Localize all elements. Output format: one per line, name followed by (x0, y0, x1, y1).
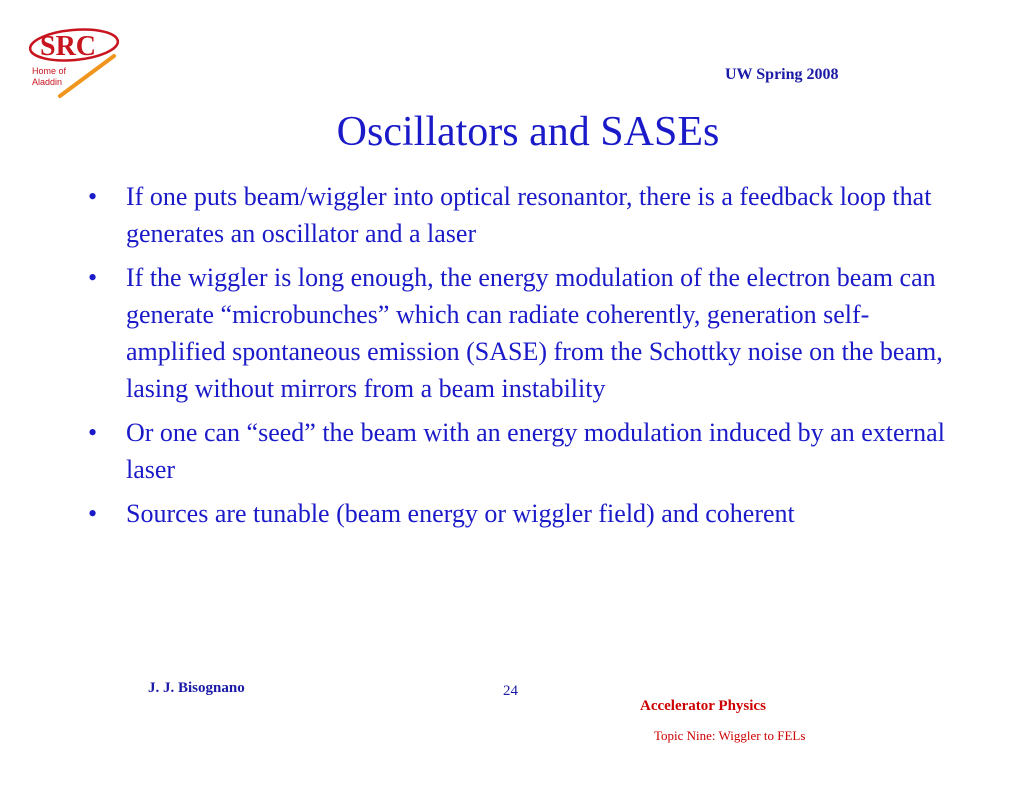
footer-author: J. J. Bisognano (148, 680, 245, 696)
bullet-item (86, 495, 946, 532)
bullet-text: If one puts beam/wiggler into optical resonantor, there is a feedback loop that generates an oscillator and a laser (126, 182, 932, 248)
bullet-mark: • (88, 182, 98, 211)
bullet-text: If the wiggler is long enough, the energy modulation of the electron beam can generate “microbunches” which can radiate coherently, generation self-amplified spontaneous emission (SASE) from the Schottky noise on the beam, lasing without mirrors from a beam instability (126, 263, 943, 403)
bullet-text: Sources are tunable (beam energy or wiggler field) and coherent (126, 499, 795, 528)
slide-title: Oscillators and SASEs (336, 109, 720, 155)
bullet-mark: • (88, 418, 98, 447)
src-logo (26, 26, 126, 102)
bullet-text: Or one can “seed” the beam with an energy modulation induced by an external laser (126, 418, 945, 484)
bullet-item (86, 178, 946, 252)
bullet-mark: • (88, 263, 98, 292)
footer-course: Accelerator Physics (640, 698, 766, 714)
logo-tagline-line1: Home of (32, 66, 67, 76)
logo-text: SRC (40, 31, 97, 62)
logo-tagline-line2: Aladdin (32, 77, 63, 87)
footer-topic: Topic Nine: Wiggler to FELs (654, 728, 806, 743)
bullet-item (86, 414, 946, 488)
page-number: 24 (503, 683, 518, 699)
bullet-mark: • (88, 499, 98, 528)
bullet-item (86, 259, 946, 407)
header-date: UW Spring 2008 (725, 66, 839, 83)
bullet-list (86, 178, 946, 539)
